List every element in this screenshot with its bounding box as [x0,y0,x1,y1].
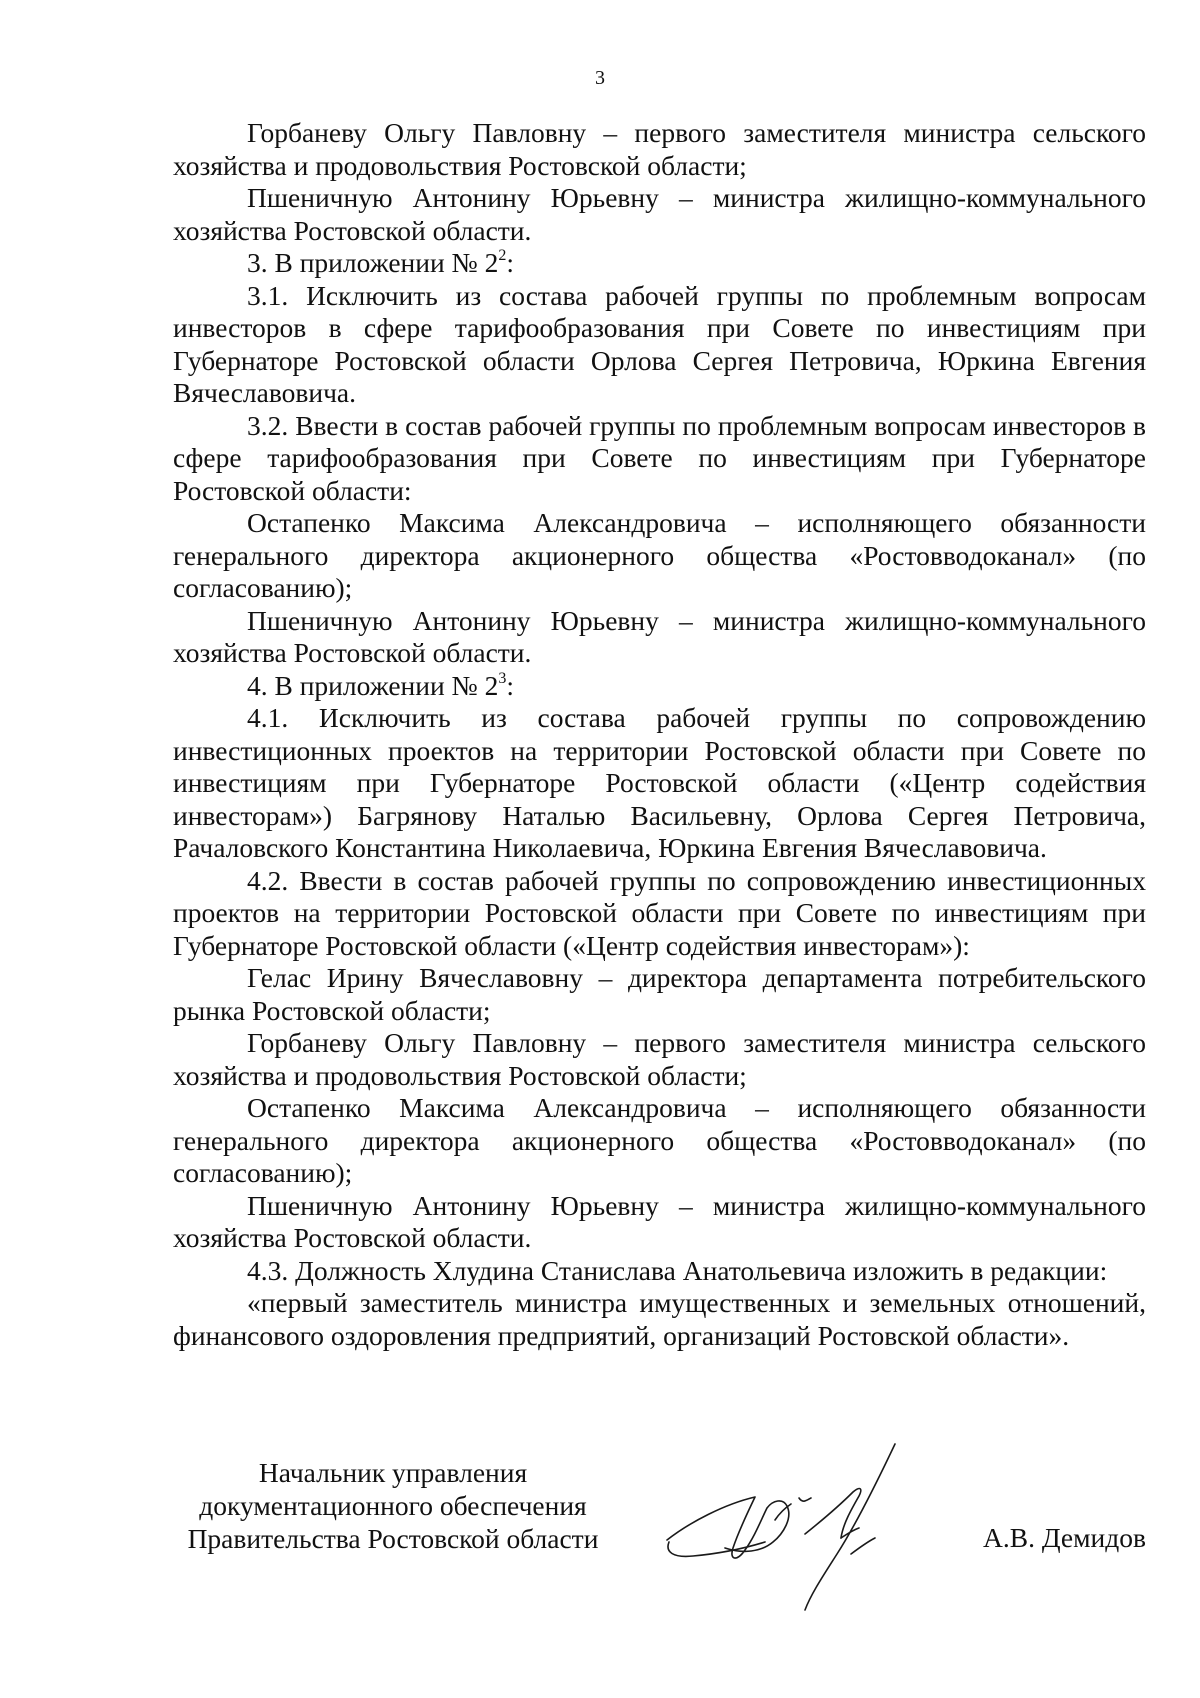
page-number: 3 [595,67,605,89]
paragraph: Пшеничную Антонину Юрьевну – министра жилищно-коммунального хозяйства Ростовской области. [173,1189,1146,1253]
paragraph: 4.2. Ввести в состав рабочей группы по сопровождению инвестиционных проектов на территории Ростовской области при Совете по инвестициям при Губернаторе Ростовской области («Центр содействия инвесторам»): [173,864,1146,961]
superscript: 2 [498,247,507,264]
paragraph: 4.1. Исключить из состава рабочей группы по сопровождению инвестиционных проектов на территории Ростовской области при Совете по инвестициям при Губернаторе Ростовской области («Центр содействия инвесторам») Багрянову Наталью Васильевну, Орлова Сергея Петровича, Рачаловского Константина Николаевича, Юркина Евгения Вячеславовича. [173,702,1146,863]
paragraph: Горбаневу Ольгу Павловну – первого заместителя министра сельского хозяйства и продовольствия Ростовской области; [173,1027,1146,1091]
paragraph-tail: : [506,669,515,701]
paragraph: 4.3. Должность Хлудина Станислава Анатольевича изложить в редакции: [247,1254,1108,1286]
superscript: 3 [498,669,507,687]
paragraph: 3.1. Исключить из состава рабочей группы по проблемным вопросам инвесторов в сфере тарифообразования при Совете по инвестициям при Губернаторе Ростовской области Орлова Сергея Петровича, Юркина Евгения Вячеславовича. [173,279,1146,408]
paragraph-tail: : [506,247,515,278]
signer-position-line: Начальник управления [258,1457,528,1488]
document-body [173,117,1146,1352]
paragraph: «первый заместитель министра имущественных и земельных отношений, финансового оздоровления предприятий, организаций Ростовской области». [173,1287,1146,1351]
signer-name: А.В. Демидов [983,1522,1146,1553]
paragraph: Горбаневу Ольгу Павловну – первого заместителя министра сельского хозяйства и продовольствия Ростовской области; [173,117,1146,181]
paragraph [173,670,1146,703]
paragraph [173,247,1146,280]
paragraph: 3.2. Ввести в состав рабочей группы по проблемным вопросам инвесторов в сфере тарифообразования при Совете по инвестициям при Губернаторе Ростовской области: [173,409,1146,506]
signature-icon [655,1442,945,1612]
paragraph-text: 4. В приложении № 2 [247,669,499,701]
paragraph: Пшеничную Антонину Юрьевну – министра жилищно-коммунального хозяйства Ростовской области. [173,604,1146,668]
paragraph: Остапенко Максима Александровича – исполняющего обязанности генерального директора акционерного общества «Ростовводоканал» (по согласованию); [173,507,1146,603]
paragraph: Пшеничную Антонину Юрьевну – министра жилищно-коммунального хозяйства Ростовской области. [173,182,1146,246]
signer-position-line: документационного обеспечения [199,1490,587,1521]
signer-position-line: Правительства Ростовской области [187,1523,599,1554]
paragraph-text: 3. В приложении № 2 [247,247,499,278]
paragraph: Гелас Ирину Вячеславовну – директора департамента потребительского рынка Ростовской области; [173,962,1146,1026]
paragraph: Остапенко Максима Александровича – исполняющего обязанности генерального директора акционерного общества «Ростовводоканал» (по согласованию); [173,1092,1146,1188]
signer-position [173,1456,613,1555]
